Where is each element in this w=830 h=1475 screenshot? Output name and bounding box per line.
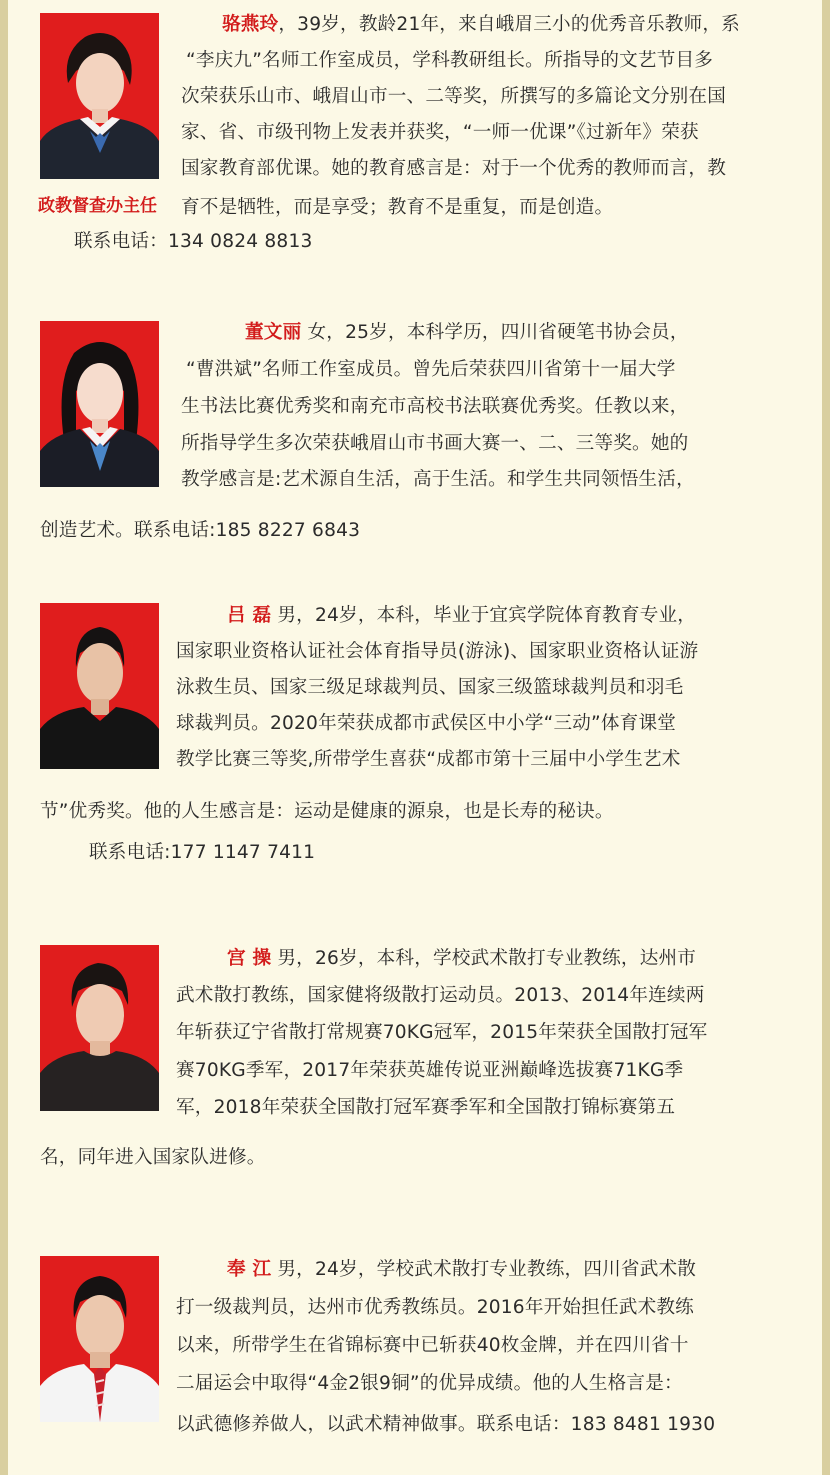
profile-text-line: 创造艺术。联系电话:185 8227 6843	[40, 520, 361, 541]
profile-text-line: 年斩获辽宁省散打常规赛70KG冠军，2015年荣获全国散打冠军	[176, 1022, 708, 1043]
profile-text-line: 吕 磊 男，24岁，本科，毕业于宜宾学院体育教育专业，	[227, 605, 697, 626]
profile-text-line: 二届运会中取得“4金2银9铜”的优异成绩。他的人生格言是：	[176, 1373, 683, 1394]
teacher-name: 骆燕玲	[222, 14, 279, 35]
profile-text-line: 育不是牺牲，而是享受；教育不是重复，而是创造。	[181, 197, 614, 218]
teacher-name: 宫 操	[227, 948, 272, 969]
profile-text-line: 董文丽 女，25岁，本科学历，四川省硬笔书协会员，	[245, 322, 689, 343]
teacher-photo	[40, 945, 159, 1111]
profile-text-line: 打一级裁判员，达州市优秀教练员。2016年开始担任武术教练	[176, 1297, 694, 1318]
teacher-name: 吕 磊	[227, 605, 272, 626]
teacher-photo	[40, 1256, 159, 1422]
left-border	[0, 0, 8, 1475]
teacher-name: 奉 江	[227, 1259, 272, 1280]
profile-text-line: 教学感言是:艺术源自生活，高于生活。和学生共同领悟生活，	[181, 469, 695, 490]
teacher-role: 政教督查办主任	[38, 196, 157, 216]
profile-text-line: “曹洪斌”名师工作室成员。曾先后荣获四川省第十一届大学	[186, 359, 676, 380]
profile-text-line: “李庆九”名师工作室成员，学科教研组长。所指导的文艺节目多	[186, 50, 714, 71]
profile-text-line: 以来，所带学生在省锦标赛中已斩获40枚金牌，并在四川省十	[176, 1335, 689, 1356]
profile-text-line: 球裁判员。2020年荣获成都市武侯区中小学“三动”体育课堂	[176, 713, 677, 734]
contact-phone: 联系电话：134 0824 8813	[74, 231, 313, 252]
teacher-photo	[40, 603, 159, 769]
profile-text-line: 次荣获乐山市、峨眉山市一、二等奖，所撰写的多篇论文分别在国	[181, 86, 727, 107]
profile-text-line: 泳救生员、国家三级足球裁判员、国家三级篮球裁判员和羽毛	[176, 677, 684, 698]
profile-text-line: 生书法比赛优秀奖和南充市高校书法联赛优秀奖。任教以来，	[181, 396, 689, 417]
profile-text-line: 名，同年进入国家队进修。	[40, 1147, 266, 1168]
right-border	[822, 0, 830, 1475]
profile-text-line: 所指导学生多次荣获峨眉山市书画大赛一、二、三等奖。她的	[181, 433, 689, 454]
profile-text-line: 赛70KG季军，2017年荣获英雄传说亚洲巅峰选拔赛71KG季	[176, 1060, 684, 1081]
profile-text-line: 以武德修养做人，以武术精神做事。联系电话：183 8481 1930	[176, 1414, 716, 1435]
profile-text-line: 骆燕玲，39岁，教龄21年，来自峨眉三小的优秀音乐教师，系	[222, 14, 740, 35]
profile-text-line: 节”优秀奖。他的人生感言是：运动是健康的源泉，也是长寿的秘诀。	[40, 801, 614, 822]
profile-text-line: 武术散打教练，国家健将级散打运动员。2013、2014年连续两	[176, 985, 705, 1006]
profile-text-line: 奉 江 男，24岁，学校武术散打专业教练，四川省武术散	[227, 1259, 697, 1280]
teacher-photo	[40, 13, 159, 179]
contact-phone: 联系电话:177 1147 7411	[89, 842, 316, 863]
profile-text-line: 国家职业资格认证社会体育指导员(游泳)、国家职业资格认证游	[176, 641, 699, 662]
profile-text-line: 宫 操 男，26岁，本科，学校武术散打专业教练，达州市	[227, 948, 697, 969]
profile-text-line: 家、省、市级刊物上发表并获奖，“一师一优课”《过新年》荣获	[181, 122, 699, 143]
teacher-name: 董文丽	[245, 322, 302, 343]
profile-text-line: 军，2018年荣获全国散打冠军赛季军和全国散打锦标赛第五	[176, 1097, 676, 1118]
profile-text-line: 国家教育部优课。她的教育感言是：对于一个优秀的教师而言，教	[181, 158, 727, 179]
teacher-photo	[40, 321, 159, 487]
profile-text-line: 教学比赛三等奖,所带学生喜获“成都市第十三届中小学生艺术	[176, 749, 681, 770]
